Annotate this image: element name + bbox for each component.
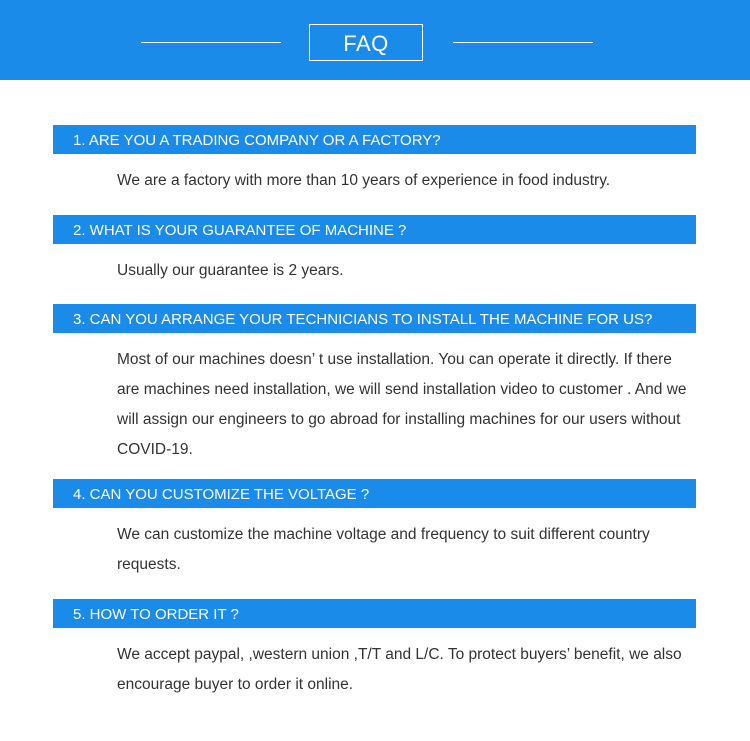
header-divider-right: [453, 42, 593, 43]
faq-question: 4. CAN YOU CUSTOMIZE THE VOLTAGE ?: [53, 479, 696, 508]
faq-item-5: [53, 599, 696, 700]
faq-question: 5. HOW TO ORDER IT ?: [53, 599, 696, 628]
faq-question: 2. WHAT IS YOUR GUARANTEE OF MACHINE ?: [53, 215, 696, 244]
faq-item-2: [53, 215, 696, 286]
faq-item-3: [53, 304, 696, 465]
faq-question: 1. ARE YOU A TRADING COMPANY OR A FACTORY?: [53, 125, 696, 154]
faq-answer: We can customize the machine voltage and frequency to suit different country requests.: [117, 526, 650, 573]
faq-answer: Most of our machines doesn’ t use installation. You can operate it directly. If there are machines need installation, we will send installation video to customer . And we will assign our engineers to go abroad for installing machines for our users without COVID-19.: [117, 351, 687, 458]
faq-answer: Usually our guarantee is 2 years.: [117, 262, 344, 279]
faq-question: 3. CAN YOU ARRANGE YOUR TECHNICIANS TO INSTALL THE MACHINE FOR US?: [53, 304, 696, 333]
faq-item-1: [53, 125, 696, 196]
faq-header: [0, 0, 750, 80]
faq-answer: We are a factory with more than 10 years of experience in food industry.: [117, 172, 611, 189]
faq-item-4: [53, 479, 696, 580]
faq-answer: We accept paypal, ,western union ,T/T and L/C. To protect buyers’ benefit, we also encourage buyer to order it online.: [117, 646, 682, 693]
page-title: FAQ: [309, 24, 423, 61]
header-divider-left: [141, 42, 281, 43]
